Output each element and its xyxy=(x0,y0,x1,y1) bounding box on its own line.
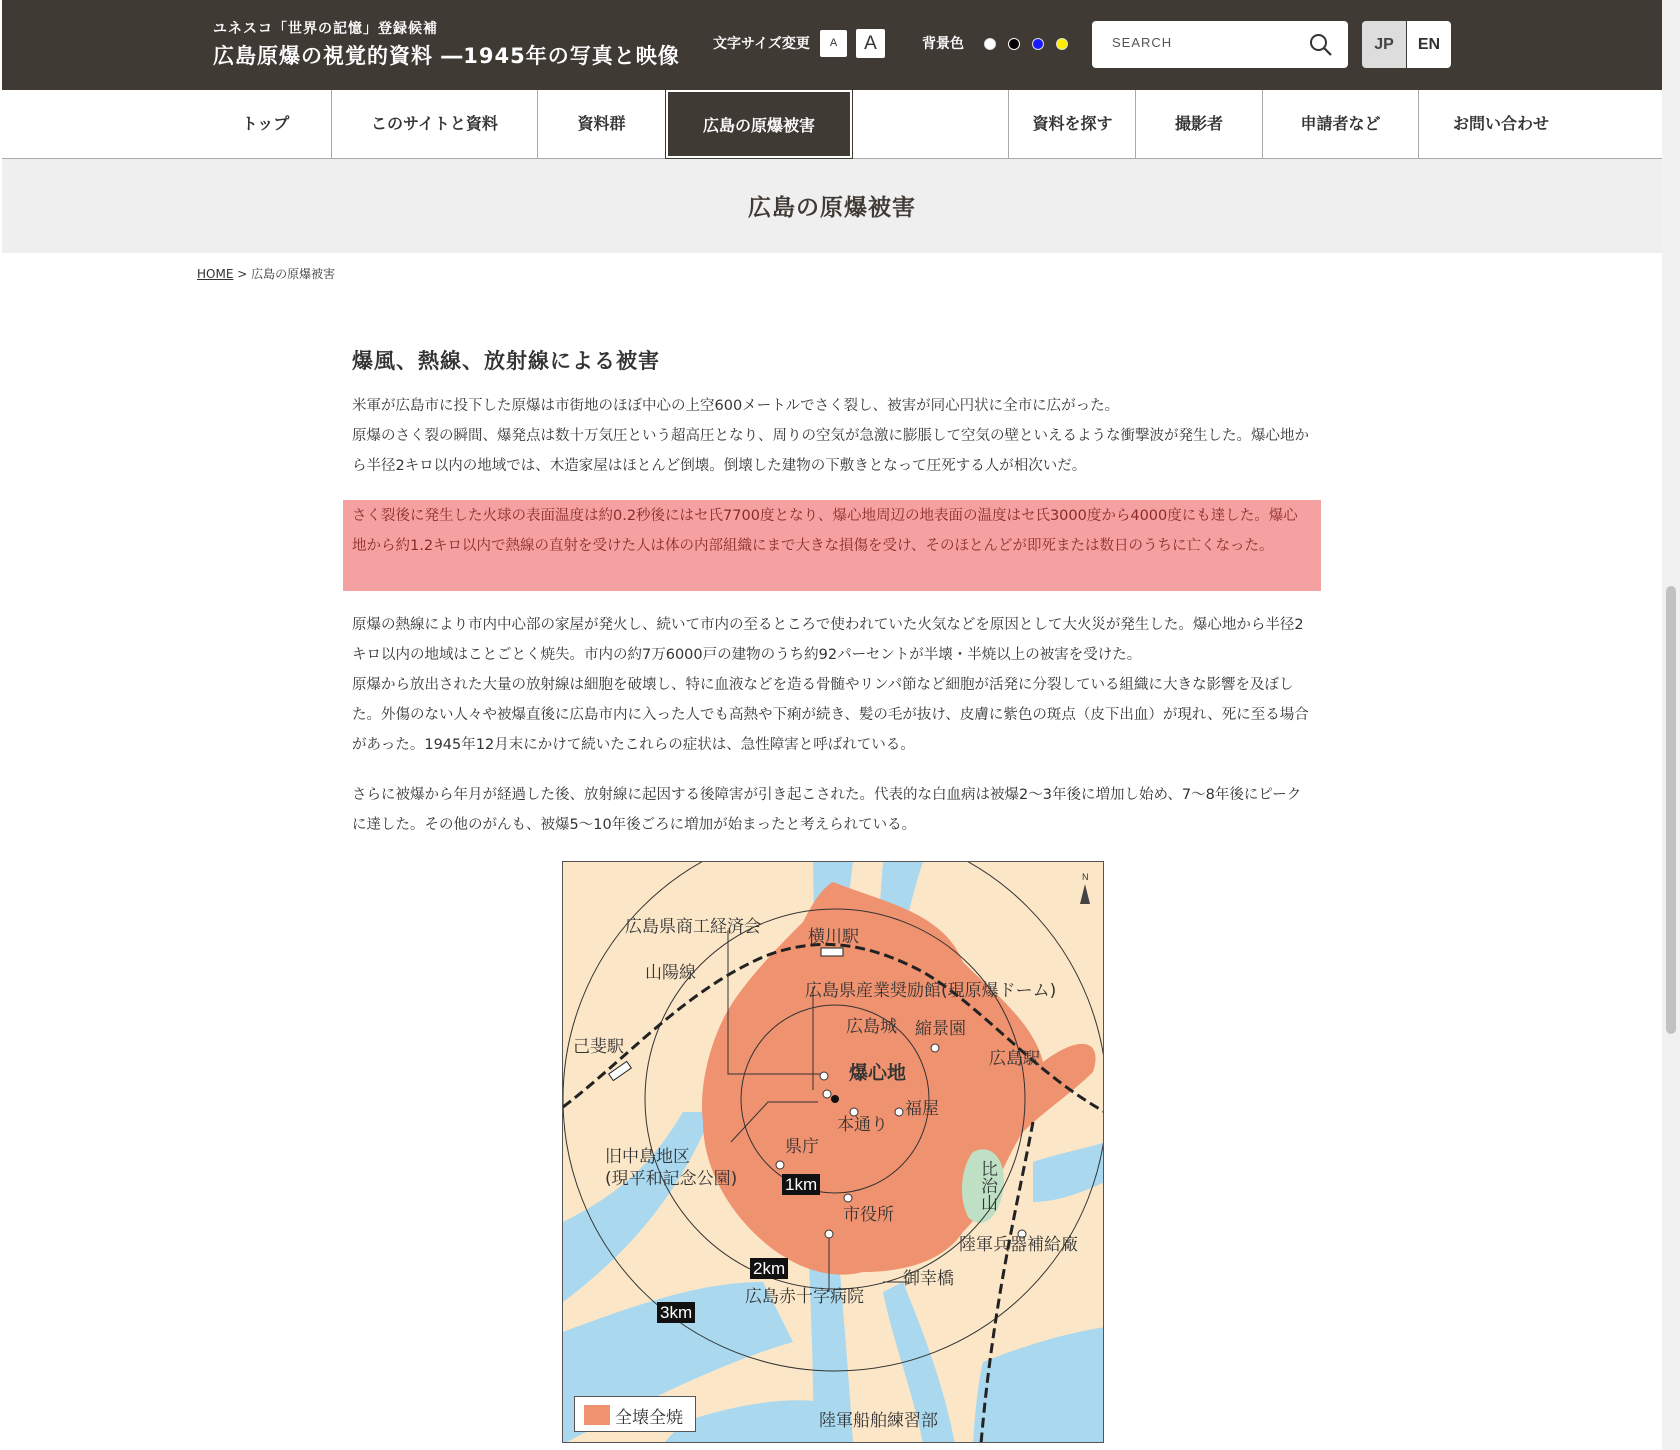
sea-east xyxy=(1033,1142,1104,1202)
site-title[interactable]: 広島原爆の視覚的資料 ―1945年の写真と映像 xyxy=(213,44,680,68)
article-heading: 爆風、熱線、放射線による被害 xyxy=(352,349,660,373)
breadcrumb-home-link[interactable]: HOME xyxy=(197,267,234,281)
point-fukuya xyxy=(895,1108,903,1116)
nav-search[interactable]: 資料を探す xyxy=(1008,90,1136,158)
nav-applicants[interactable]: 申請者など xyxy=(1262,90,1418,158)
point-dome xyxy=(823,1090,831,1098)
hypocenter-marker xyxy=(831,1095,839,1103)
main-nav xyxy=(2,90,1662,159)
label-redcross: 広島赤十字病院 xyxy=(745,1287,864,1307)
breadcrumb-separator: > xyxy=(233,267,252,281)
label-shukkeien: 縮景園 xyxy=(915,1019,966,1039)
scrollbar[interactable] xyxy=(1662,0,1680,1450)
bg-blue-button[interactable] xyxy=(1032,38,1044,50)
article-paragraph-3: 原爆の熱線により市内中心部の家屋が発火し、続いて市内の至るところで使われていた火気などを原因として大火災が発生した。爆心地から半径2キロ以内の地域はことごとく焼失。市内の約7万6000戸の建物のうち約92パーセントが半壊・半焼以上の被害を受けた。 原爆から放出された大量の放射線は細胞を破壊し、特に血液などを造る骨髄やリンパ節など細胞が活発に分裂している組織に大きな影響を及ぼした。外傷のない人々や被爆直後に広島市内に入った人でも高熱や下痢が続き、髪の毛が抜け、皮膚に紫色の斑点（皮下出血）が現れ、死に至る場合があった。1945年12月末にかけて続いたこれらの症状は、急性障害と呼ばれている。 xyxy=(352,617,1309,753)
nav-damage[interactable]: 広島の原爆被害 xyxy=(666,90,852,158)
lang-jp-button[interactable]: JP xyxy=(1362,21,1406,68)
nav-photographers[interactable]: 撮影者 xyxy=(1135,90,1262,158)
highlighted-paragraph xyxy=(343,500,1321,591)
label-fukuya: 福屋 xyxy=(905,1099,939,1119)
breadcrumb xyxy=(197,265,335,282)
article-paragraph-4: さらに被爆から年月が経過した後、放射線に起因する後障害が引き起こされた。代表的な白血病は被爆2〜3年後に増加し始め、7〜8年後にピークに達した。その他のがんも、被爆5〜10年後ごろに増加が始まったと考えられている。 xyxy=(352,787,1302,833)
label-hijiyama: 比治山 xyxy=(977,1160,997,1211)
label-dome: 広島県産業奨励館(現原爆ドーム) xyxy=(805,981,1057,1001)
map-legend xyxy=(574,1396,696,1432)
site-subtitle: ユネスコ「世界の記憶」登録候補 xyxy=(213,21,438,37)
bg-color-label: 背景色 xyxy=(922,36,964,52)
point-shokokeizai xyxy=(820,1072,828,1080)
label-miyukibashi: 御幸橋 xyxy=(903,1269,954,1289)
label-nakajima-sub: (現平和記念公園) xyxy=(605,1169,738,1189)
label-hondori: 本通り xyxy=(837,1115,888,1135)
label-shokokeizai: 広島県商工経済会 xyxy=(625,917,761,937)
label-2km: 2km xyxy=(750,1258,788,1279)
nav-collections[interactable]: 資料群 xyxy=(537,90,665,158)
bg-black-button[interactable] xyxy=(1008,38,1020,50)
label-hypocenter: 爆心地 xyxy=(849,1062,907,1084)
label-shiyakusho: 市役所 xyxy=(843,1205,894,1225)
label-1km: 1km xyxy=(782,1174,820,1195)
lang-en-button[interactable]: EN xyxy=(1407,21,1451,68)
scrollbar-thumb[interactable] xyxy=(1666,586,1676,1034)
site-header xyxy=(2,0,1662,90)
legend-swatch xyxy=(584,1405,610,1425)
label-sanyo: 山陽線 xyxy=(645,963,696,983)
label-yokogawa: 横川駅 xyxy=(808,927,859,947)
north-label: N xyxy=(1082,872,1089,882)
nav-top[interactable]: トップ xyxy=(241,114,290,133)
search-input[interactable] xyxy=(1110,34,1294,51)
page-title: 広島の原爆被害 xyxy=(748,195,916,221)
damage-map xyxy=(562,861,1104,1443)
search-icon[interactable] xyxy=(1308,32,1334,58)
bg-yellow-button[interactable] xyxy=(1056,38,1068,50)
label-rikugun-heiki: 陸軍兵器補給廠 xyxy=(959,1235,1078,1255)
label-castle: 広島城 xyxy=(846,1017,897,1037)
search-box xyxy=(1092,21,1348,68)
yokogawa-station-marker xyxy=(821,948,843,956)
label-koi: 己斐駅 xyxy=(573,1037,624,1057)
north-arrow-icon xyxy=(1080,884,1090,904)
point-redcross xyxy=(825,1230,833,1238)
breadcrumb-current: 広島の原爆被害 xyxy=(251,267,336,281)
page-banner xyxy=(2,159,1662,253)
font-size-label: 文字サイズ変更 xyxy=(713,36,810,52)
point-shukkeien xyxy=(931,1044,939,1052)
label-hiroshima-station: 広島駅 xyxy=(989,1049,1040,1069)
label-3km: 3km xyxy=(657,1302,695,1323)
article-paragraph-2: さく裂後に発生した火球の表面温度は約0.2秒後にはセ氏7700度となり、爆心地周辺の地表面の温度はセ氏3000度から4000度にも達した。爆心地から約1.2キロ以内で熱線の直射を受けた人は体の内部組織にまで大きな損傷を受け、そのほとんどが即死または数日のうちに亡くなった。 xyxy=(352,508,1298,554)
bg-white-button[interactable] xyxy=(984,38,996,50)
label-nakajima: 旧中島地区 xyxy=(605,1147,690,1167)
font-size-small-button[interactable]: A xyxy=(820,30,847,57)
legend-label: 全壊全焼 xyxy=(615,1408,683,1428)
point-kencho xyxy=(776,1161,784,1169)
label-kencho: 県庁 xyxy=(785,1137,819,1157)
nav-about[interactable]: このサイトと資料 xyxy=(331,90,537,158)
article-paragraph-1: 米軍が広島市に投下した原爆は市街地のほぼ中心の上空600メートルでさく裂し、被害が同心円状に全市に広がった。 原爆のさく裂の瞬間、爆発点は数十万気圧という超高圧となり、周りの空気が急激に膨脹して空気の壁といえるような衝撃波が発生した。爆心地から半径2キロ以内の地域では、木造家屋はほとんど倒壊。倒壊した建物の下敷きとなって圧死する人が相次いだ。 xyxy=(352,398,1309,474)
nav-contact[interactable]: お問い合わせ xyxy=(1418,90,1583,158)
font-size-large-button[interactable]: A xyxy=(856,29,885,58)
label-senpaku: 陸軍船舶練習部 xyxy=(819,1411,938,1431)
